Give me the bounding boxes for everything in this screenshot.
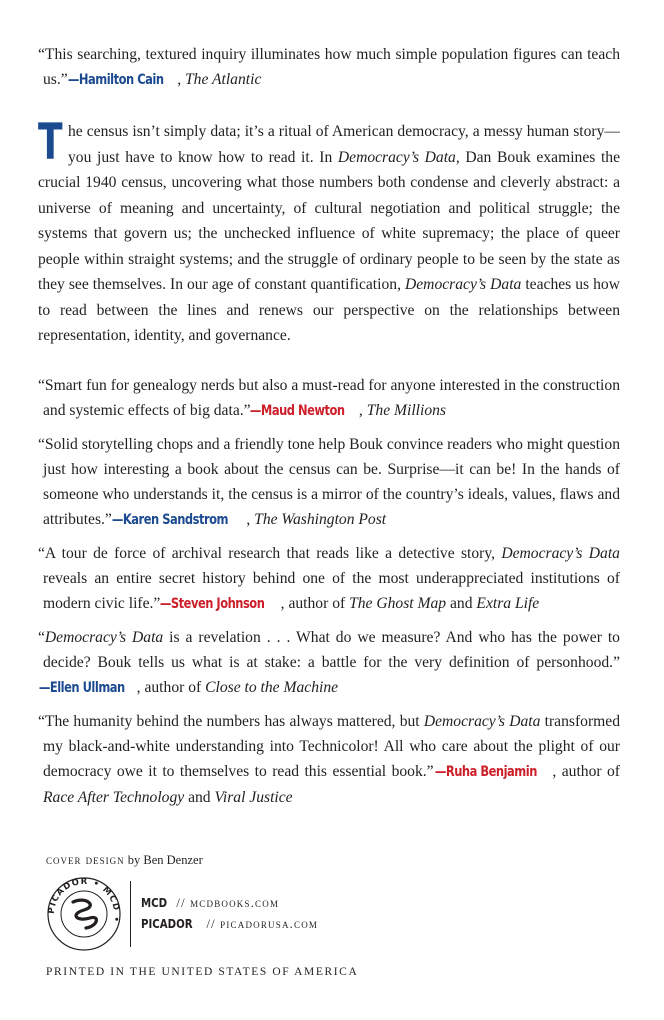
drop-cap: T (38, 113, 63, 171)
quote-ruha-benjamin: “The humanity behind the numbers has always mattered, but Democracy’s Data transformed my black-and-white understanding into Technicolor! All who care about the plight of our democracy owe it to themselves to read this essential book.” —Ruha Benjamin , author of Race After Technology and Viral Justice (38, 712, 621, 806)
divider-line (130, 881, 131, 947)
quote-steven-johnson: “A tour de force of archival research that reads like a detective story, Democracy’s Data reveals an entire secret history behind one of the most underappreciated institutions of modern civic life.” —Steven Johnson , author of The Ghost Map and Extra Life (38, 541, 620, 617)
publisher-footer (46, 853, 626, 978)
quote-source: The Atlantic (184, 71, 262, 88)
quote-source: The Washington Post (254, 510, 387, 528)
mcd-url: // mcdbooks.com (172, 896, 280, 910)
quote-author: —Karen Sandstrom (111, 511, 228, 528)
publisher-brands (46, 876, 626, 952)
quote-author: —Ruha Benjamin (434, 763, 537, 780)
quote-ellen-ullman: “Democracy’s Data is a revelation . . . What do we measure? And who has the power to decide? Bouk tells us what is at stake: a battle for the very definition of personhood.” —Ellen Ullman , author of Close to the Machine (38, 625, 620, 701)
quote-author: —Steven Johnson (160, 595, 265, 612)
back-cover-text (38, 42, 620, 810)
quote-hamilton-cain: “This searching, textured inquiry illuminates how much simple population figures can teach us.” —Hamilton Cain , The Atlantic (38, 42, 620, 93)
quote-author: —Hamilton Cain (67, 72, 164, 88)
quote-maud-newton: “Smart fun for genealogy nerds but also a must-read for anyone interested in the construction and systemic effects of big data.” —Maud Newton , The Millions (38, 373, 620, 424)
quote-karen-sandstrom: “Solid storytelling chops and a friendly tone help Bouk convince readers who might question just how interesting a book about the census can be. Surprise—it can be! In the hands of someone who understands it, the census is a mirror of the country’s ideals, values, flaws and attributes.” —Karen Sandstrom , The Washington Post (38, 432, 620, 533)
mcd-line: MCD // mcdbooks.com (141, 896, 280, 910)
quote-author: —Maud Newton (250, 402, 346, 419)
quote-author: —Ellen Ullman (38, 679, 125, 696)
cover-design-credit: cover design by Ben Denzer (46, 853, 203, 867)
publisher-seal-logo (46, 876, 122, 952)
quote-source: The Millions (366, 401, 446, 419)
printed-in-usa: PRINTED IN THE UNITED STATES OF AMERICA (46, 966, 359, 978)
picador-line: PICADOR // picadorusa.com (141, 917, 319, 931)
book-description: The census isn’t simply data; it’s a ritual of American democracy, a messy human story—you just have to know how to read it. In Democracy’s Data, Dan Bouk examines the crucial 1940 census, uncovering what those numbers both condense and cleverly abstract: a universe of meaning and uncertainty, of cultural negotiation and political struggle; the systems that govern us; the unchecked influence of white supremacy; the place of queer people within straight systems; and the struggle of ordinary people to be seen by the state as they see themselves. In our age of constant quantification, Democracy’s Data teaches us how to read between the lines and renews our perspective on the relationships between representation, identity, and governance. (38, 113, 620, 344)
picador-url: // picadorusa.com (202, 917, 319, 931)
svg-text:PICADOR • MCD •: PICADOR • MCD • (46, 876, 122, 924)
